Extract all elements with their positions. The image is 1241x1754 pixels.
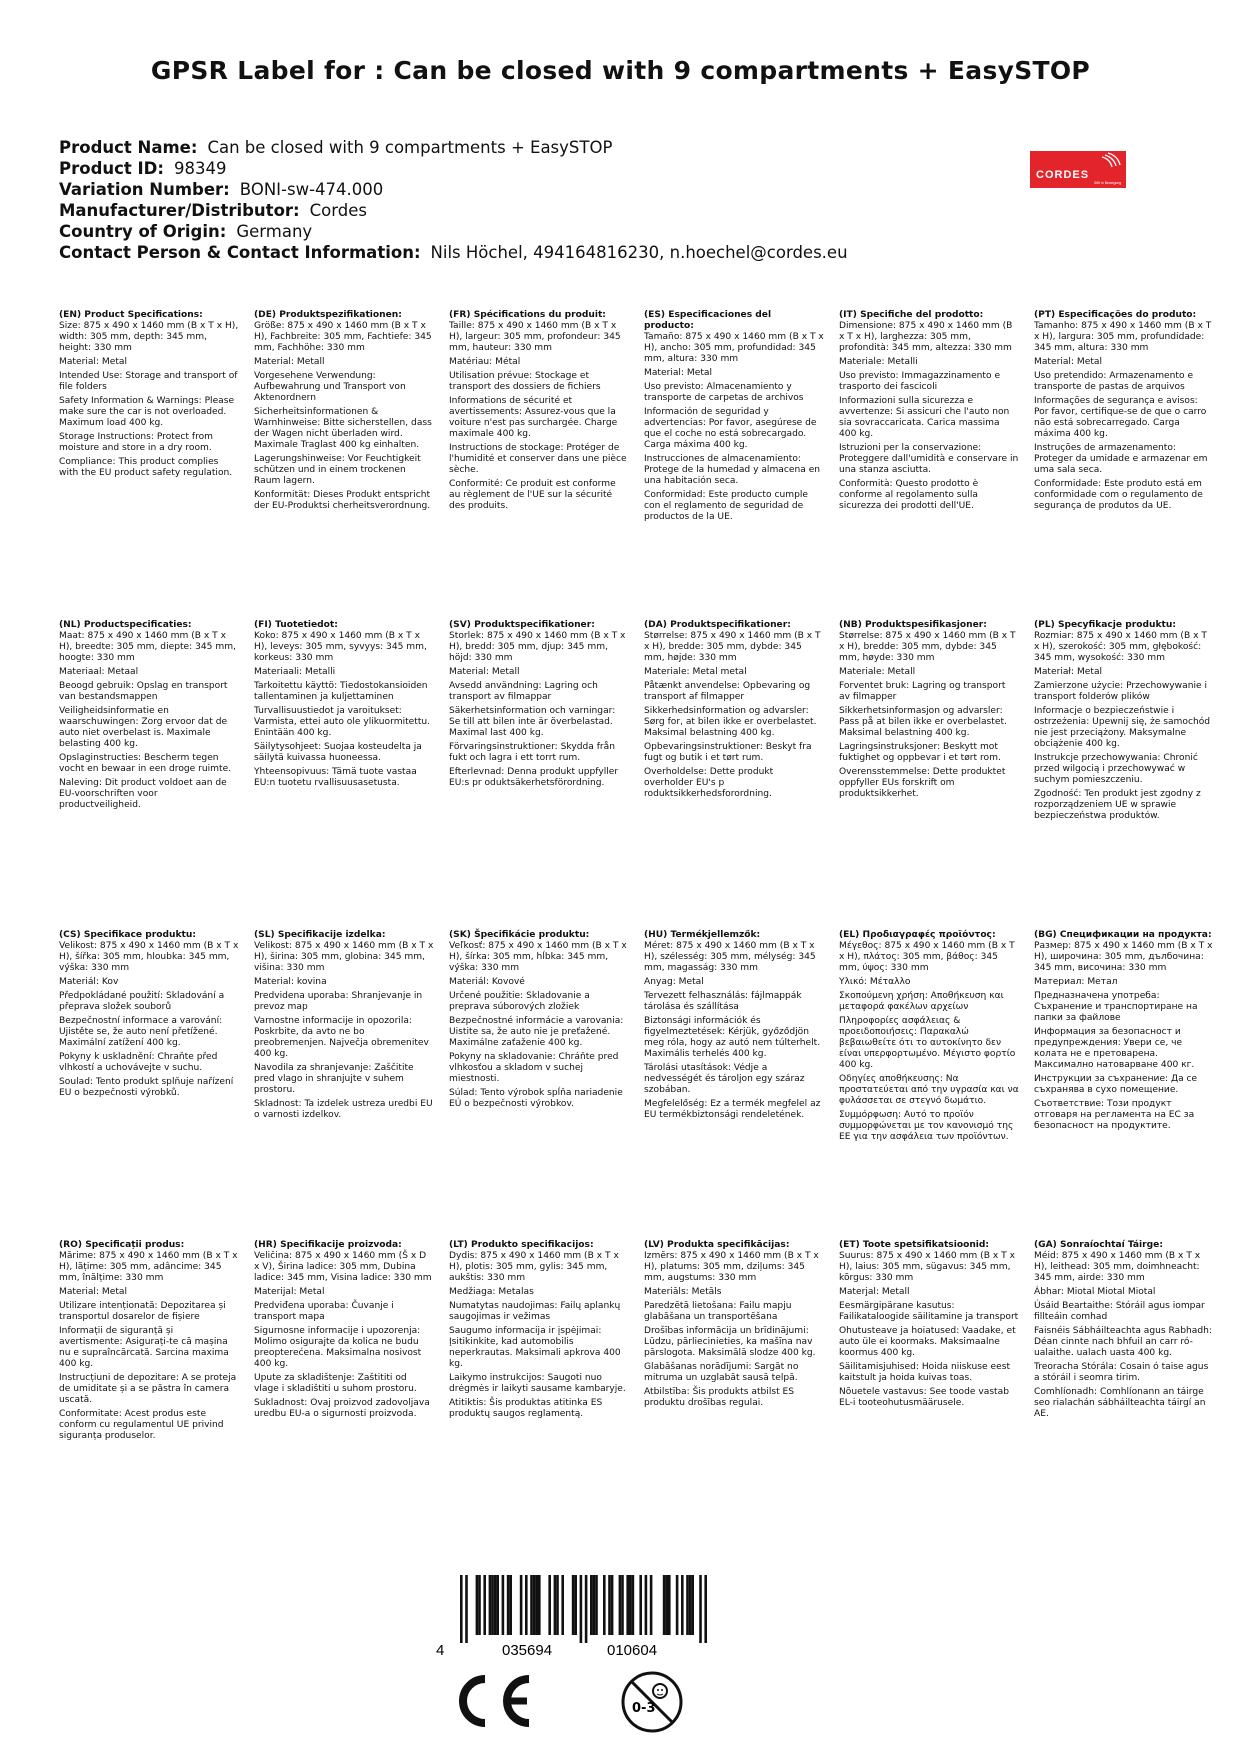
spec-size: Mărime: 875 x 490 x 1460 mm (B x T x H), lățime: 305 mm, adâncime: 345 mm, înălțime: 330 mm bbox=[59, 1251, 238, 1283]
spec-paragraph: Megfelelőség: Ez a termék megfelel az EU termékbiztonsági rendeletének. bbox=[644, 1099, 821, 1120]
spec-paragraph: Soulad: Tento produkt splňuje nařízení EU o bezpečnosti výrobků. bbox=[59, 1077, 234, 1098]
spec-size: Izmērs: 875 x 490 x 1460 mm (B x T x H), platums: 305 mm, dziļums: 345 mm, augstums: 330 mm bbox=[644, 1251, 819, 1283]
spec-paragraph: Förvaringsinstruktioner: Skydda från fukt och lagra i ett torrt rum. bbox=[449, 742, 615, 763]
barcode-bar bbox=[554, 1575, 557, 1635]
barcode-bar bbox=[525, 1575, 528, 1635]
spec-paragraph: Conformidad: Este producto cumple con el reglamento de seguridad de productos de la UE. bbox=[644, 490, 808, 522]
spec-heading-size bbox=[254, 930, 434, 974]
spec-paragraph: Efterlevnad: Denna produkt uppfyller EU:s pr oduktsäkerhetsförordning. bbox=[449, 767, 619, 788]
spec-paragraph: Overholdelse: Dette produkt overholder EU's p roduktsikkerhedsforordning. bbox=[644, 767, 774, 799]
spec-block bbox=[254, 620, 434, 792]
barcode-bar bbox=[650, 1575, 653, 1635]
barcode-bar bbox=[502, 1575, 505, 1635]
spec-paragraph: Konformität: Dieses Produkt entspricht der EU-Produktsi cherheitsverordnung. bbox=[254, 490, 431, 511]
spec-size: Størrelse: 875 x 490 x 1460 mm (B x T x H), bredde: 305 mm, dybde: 345 mm, højde: 330 mm bbox=[644, 631, 821, 663]
barcode-bar bbox=[629, 1575, 632, 1635]
spec-size: Koko: 875 x 490 x 1460 mm (B x T x H), leveys: 305 mm, syvyys: 345 mm, korkeus: 330 mm bbox=[254, 631, 427, 663]
spec-paragraph: Predviđena uporaba: Čuvanje i transport mapa bbox=[254, 1301, 394, 1322]
barcode-bar bbox=[619, 1575, 622, 1635]
barcode-bar bbox=[691, 1575, 694, 1635]
info-key: Manufacturer/Distributor: bbox=[59, 201, 300, 220]
product-info bbox=[59, 137, 848, 263]
spec-paragraph: Material: kovina bbox=[254, 977, 327, 987]
barcode-bar bbox=[595, 1575, 598, 1635]
spec-paragraph: Numatytas naudojimas: Failų aplankų saugojimas ir vežimas bbox=[449, 1301, 621, 1322]
barcode-bar bbox=[465, 1575, 468, 1643]
spec-block bbox=[1034, 930, 1214, 1135]
spec-size: Storlek: 875 x 490 x 1460 mm (B x T x H), bredd: 305 mm, djup: 345 mm, höjd: 330 mm bbox=[449, 631, 626, 663]
spec-block bbox=[839, 620, 1019, 803]
barcode-bar bbox=[530, 1575, 533, 1635]
spec-paragraph: Anyag: Metal bbox=[644, 977, 704, 987]
spec-heading: (SK) Špecifikácie produktu: bbox=[449, 930, 590, 940]
spec-paragraph: Pokyny k uskladnění: Chraňte před vlhkostí a uchovávejte v suchu. bbox=[59, 1052, 218, 1073]
spec-paragraph: Atitiktis: Šis produktas atitinka ES produktų saugos reglamentą. bbox=[449, 1398, 603, 1419]
barcode-bar bbox=[639, 1575, 642, 1635]
spec-paragraph: Forventet bruk: Lagring og transport av filmapper bbox=[839, 681, 1006, 702]
info-value: Nils Höchel, 494164816230, n.hoechel@cordes.eu bbox=[430, 243, 848, 262]
spec-paragraph: Biztonsági információk és figyelmeztetések: Kérjük, győződjön meg róla, hogy az autó nem túlterhelt. Maximális terhelés 400 kg. bbox=[644, 1016, 821, 1059]
spec-size: Tamaño: 875 x 490 x 1460 mm (B x T x H), ancho: 305 mm, profundidad: 345 mm, altura: 330 mm bbox=[644, 332, 824, 364]
barcode-bar bbox=[533, 1575, 536, 1635]
spec-paragraph: Bezpečnostné informácie a varovania: Uistite sa, že auto nie je preťažené. Maximálne zaťaženie 400 kg. bbox=[449, 1016, 624, 1048]
spec-paragraph: Material: Metal bbox=[1034, 357, 1103, 367]
spec-heading: (ET) Toote spetsifikatsioonid: bbox=[839, 1240, 990, 1250]
spec-size: Dydis: 875 x 490 x 1460 mm (B x T x H), plotis: 305 mm, gylis: 345 mm, aukštis: 330 mm bbox=[449, 1251, 619, 1283]
spec-block bbox=[449, 930, 629, 1113]
spec-block bbox=[254, 310, 434, 515]
barcode-bar bbox=[496, 1575, 499, 1635]
spec-heading-size bbox=[644, 930, 824, 974]
spec-size: Méret: 875 x 490 x 1460 mm (B x T x H), szélesség: 305 mm, mélység: 345 mm, magasság: 330 mm bbox=[644, 941, 816, 973]
page-title: GPSR Label for : Can be closed with 9 compartments + EasySTOP bbox=[150, 56, 1091, 85]
barcode-bar bbox=[686, 1575, 689, 1635]
spec-block bbox=[449, 620, 629, 792]
spec-block bbox=[644, 620, 824, 803]
spec-paragraph: Material: Metall bbox=[449, 667, 520, 677]
spec-paragraph: Påtænkt anvendelse: Opbevaring og transport af filmapper bbox=[644, 681, 811, 702]
spec-block bbox=[59, 310, 239, 482]
age-label: 0-3 bbox=[632, 1701, 656, 1716]
spec-paragraph: Tárolási utasítások: Védje a nedvességét és tároljon egy száraz szobában. bbox=[644, 1063, 805, 1095]
info-key: Contact Person & Contact Information: bbox=[59, 243, 421, 262]
spec-heading-size bbox=[449, 310, 629, 354]
spec-heading: (CS) Specifikace produktu: bbox=[59, 930, 196, 940]
product-name-row bbox=[59, 137, 848, 158]
barcode-bar bbox=[689, 1575, 692, 1635]
spec-paragraph: Laikymo instrukcijos: Saugoti nuo drėgmės ir laikyti sausame kambaryje. bbox=[449, 1373, 626, 1394]
spec-block bbox=[254, 1240, 434, 1423]
spec-paragraph: Medžiaga: Metalas bbox=[449, 1287, 534, 1297]
barcode-bar bbox=[704, 1575, 707, 1643]
spec-block bbox=[1034, 1240, 1214, 1423]
logo-tagline: Stift in Bewegung bbox=[1094, 181, 1122, 185]
spec-paragraph: Saugumo informacija ir įspėjimai: Įsitikinkite, kad automobilis neperkrautas. Maksimali apkrova 400 kg. bbox=[449, 1326, 621, 1369]
barcode-bar bbox=[574, 1575, 577, 1635]
spec-size: Μέγεθος: 875 x 490 x 1460 mm (B x T x H), πλάτος: 305 mm, βάθος: 345 mm, ύψος: 330 mm bbox=[839, 941, 1015, 973]
spec-paragraph: Opbevaringsinstruktioner: Beskyt fra fugt og butik i et tørt rum. bbox=[644, 742, 812, 763]
spec-block bbox=[1034, 620, 1214, 825]
spec-heading-size bbox=[839, 930, 1019, 974]
spec-paragraph: Předpokládané použití: Skladování a přeprava složek souborů bbox=[59, 991, 225, 1012]
spec-paragraph: Instrucțiuni de depozitare: A se proteja de umiditate și a se păstra în camera uscată. bbox=[59, 1373, 237, 1405]
spec-heading-size bbox=[1034, 930, 1214, 974]
spec-paragraph: Материал: Метал bbox=[1034, 977, 1118, 987]
spec-heading-size bbox=[59, 620, 239, 664]
spec-heading: (BG) Спецификации на продукта: bbox=[1034, 930, 1212, 940]
spec-heading: (IT) Specifiche del prodotto: bbox=[839, 310, 984, 320]
spec-paragraph: Material: Metal bbox=[59, 1287, 128, 1297]
spec-heading-size bbox=[839, 1240, 1019, 1284]
barcode-bar bbox=[538, 1575, 541, 1635]
spec-heading-size bbox=[644, 310, 824, 365]
spec-heading-size bbox=[449, 620, 629, 664]
spec-heading: (DA) Produktspecifikationer: bbox=[644, 620, 791, 630]
spec-paragraph: Conformité: Ce produit est conforme au règlement de l'UE sur la sécurité des produits. bbox=[449, 479, 616, 511]
spec-paragraph: Sikkerhetsinformasjon og advarsler: Pass på at bilen ikke er overbelastet. Maksimal belastning 400 kg. bbox=[839, 706, 1007, 738]
spec-paragraph: Sigurnosne informacije i upozorenja: Molimo osigurajte da kolica ne budu preopterećena. Maksimalna nosivost 400 kg. bbox=[254, 1326, 422, 1369]
spec-heading-size bbox=[449, 1240, 629, 1284]
spec-paragraph: Συμμόρφωση: Αυτό το προϊόν συμμορφώνεται με τον κανονισμό της ΕΕ για την ασφάλεια των προϊόντων. bbox=[839, 1110, 1014, 1142]
barcode-digits-right: 010604 bbox=[607, 1642, 658, 1657]
spec-size: Veličina: 875 x 490 x 1460 mm (Š x D x V), Širina ladice: 305 mm, Dubina ladice: 345 mm, Visina ladice: 330 mm bbox=[254, 1251, 432, 1283]
spec-paragraph: Material: Metall bbox=[254, 357, 325, 367]
spec-paragraph: Avsedd användning: Lagring och transport av filmappar bbox=[449, 681, 598, 702]
country-row bbox=[59, 221, 848, 242]
spec-paragraph: Lagringsinstruksjoner: Beskytt mot fuktighet og oppbevar i et tørt rom. bbox=[839, 742, 1001, 763]
spec-paragraph: Materiaali: Metalli bbox=[254, 667, 336, 677]
spec-size: Размер: 875 x 490 x 1460 mm (B x T x H), широчина: 305 mm, дълбочина: 345 mm, височина: 330 mm bbox=[1034, 941, 1213, 973]
barcode-bar bbox=[580, 1575, 583, 1643]
barcode-bar bbox=[478, 1575, 481, 1635]
spec-paragraph: Sikkerhedsinformation og advarsler: Sørg for, at bilen ikke er overbelastet. Maksimal belastning 400 kg. bbox=[644, 706, 817, 738]
info-value: BONI-sw-474.000 bbox=[239, 180, 384, 199]
barcode-bar bbox=[494, 1575, 497, 1635]
barcode-bar bbox=[608, 1575, 611, 1635]
ce-mark-icon bbox=[449, 1673, 533, 1729]
spec-heading-size bbox=[644, 620, 824, 664]
barcode-digits-left: 035694 bbox=[502, 1642, 553, 1657]
spec-paragraph: Turvallisuustiedot ja varoitukset: Varmista, ettei auto ole ylikuormitettu. Enintään 400 kg. bbox=[254, 706, 431, 738]
barcode-bar bbox=[632, 1575, 635, 1635]
barcode-bar bbox=[621, 1575, 624, 1635]
spec-paragraph: Conformità: Questo prodotto è conforme al regolamento sulla sicurezza dei prodotti dell'UE. bbox=[839, 479, 979, 511]
barcode-digit-lead: 4 bbox=[436, 1642, 445, 1657]
spec-paragraph: Σκοπούμενη χρήση: Αποθήκευση και μεταφορά φακέλων αρχείων bbox=[839, 991, 1004, 1012]
manufacturer-row bbox=[59, 200, 848, 221]
spec-paragraph: Drošības informācija un brīdinājumi: Lūdzu, pārliecinieties, ka mašīna nav pārslogota. Maksimālā slodze 400 kg. bbox=[644, 1326, 816, 1358]
spec-heading-size bbox=[59, 1240, 239, 1284]
spec-paragraph: Instructions de stockage: Protéger de l'humidité et conserver dans une pièce sèche. bbox=[449, 443, 627, 475]
barcode-bar bbox=[681, 1575, 684, 1635]
spec-paragraph: Skladnost: Ta izdelek ustreza uredbi EU o varnosti izdelkov. bbox=[254, 1099, 433, 1120]
spec-paragraph: Yhteensopivuus: Tämä tuote vastaa EU:n tuotetu rvallisuusasetusta. bbox=[254, 767, 417, 788]
spec-paragraph: Matériau: Métal bbox=[449, 357, 521, 367]
barcode-bar bbox=[460, 1575, 463, 1643]
spec-paragraph: Säkerhetsinformation och varningar: Se till att bilen inte är överbelastad. Maximal last 400 kg. bbox=[449, 706, 616, 738]
spec-block bbox=[59, 620, 239, 814]
spec-block bbox=[1034, 310, 1214, 515]
spec-paragraph: Bezpečnostní informace a varování: Ujistěte se, že auto není přetížené. Maximální zatížení 400 kg. bbox=[59, 1016, 223, 1048]
barcode-bar bbox=[668, 1575, 671, 1635]
info-value: Cordes bbox=[309, 201, 367, 220]
info-key: Product ID: bbox=[59, 159, 164, 178]
barcode-bar bbox=[603, 1575, 606, 1635]
spec-paragraph: Utilizare intenționată: Depozitarea și transportul dosarelor de fișiere bbox=[59, 1301, 226, 1322]
spec-paragraph: Ohutusteave ja hoiatused: Vaadake, et auto üle ei koormaks. Maksimaalne koormus 400 kg. bbox=[839, 1326, 1016, 1358]
contact-row bbox=[59, 242, 848, 263]
spec-heading-size bbox=[254, 620, 434, 664]
barcode-bar bbox=[556, 1575, 559, 1635]
barcode-bar bbox=[585, 1575, 588, 1643]
spec-paragraph: Uso previsto: Immagazzinamento e trasporto dei fascicoli bbox=[839, 371, 1001, 392]
spec-paragraph: Zamierzone użycie: Przechowywanie i transport folderów plików bbox=[1034, 681, 1207, 702]
spec-heading: (SV) Produktspecifikationer: bbox=[449, 620, 595, 630]
spec-paragraph: Sicherheitsinformationen & Warnhinweise: Bitte sicherstellen, dass der Wagen nicht überladen wird. Maximale Traglast 400 kg einhalten. bbox=[254, 407, 432, 450]
spec-heading: (PT) Especificações do produto: bbox=[1034, 310, 1197, 320]
barcode-bar bbox=[645, 1575, 648, 1635]
info-value: 98349 bbox=[173, 159, 227, 178]
spec-heading-size bbox=[1034, 1240, 1214, 1284]
barcode-bar bbox=[535, 1575, 538, 1635]
spec-paragraph: Utilisation prévue: Stockage et transport des dossiers de fichiers bbox=[449, 371, 601, 392]
barcode-bar bbox=[476, 1575, 479, 1635]
spec-heading: (DE) Produktspezifikationen: bbox=[254, 310, 402, 320]
spec-paragraph: Instrucciones de almacenamiento: Protege de la humedad y almacena en una habitación seca. bbox=[644, 454, 821, 486]
spec-paragraph: Предназначена употреба: Съхранение и транспортиране на папки за файлове bbox=[1034, 991, 1198, 1023]
barcode-bar bbox=[593, 1575, 596, 1635]
spec-paragraph: Materijal: Metal bbox=[254, 1287, 325, 1297]
spec-paragraph: Materiāls: Metāls bbox=[644, 1287, 722, 1297]
spec-paragraph: Materjal: Metall bbox=[839, 1287, 910, 1297]
spec-paragraph: Pokyny na skladovanie: Chráňte pred vlhkosťou a skladom v suchej miestnosti. bbox=[449, 1052, 619, 1084]
cordes-logo bbox=[1030, 151, 1126, 188]
spec-heading-size bbox=[1034, 620, 1214, 664]
spec-block bbox=[839, 310, 1019, 515]
spec-paragraph: Säilytysohjeet: Suojaa kosteudelta ja säilytä kuivassa huoneessa. bbox=[254, 742, 422, 763]
spec-heading-size bbox=[449, 930, 629, 974]
spec-paragraph: Materiale: Metalli bbox=[839, 357, 918, 367]
barcode-bar bbox=[548, 1575, 551, 1635]
info-value: Can be closed with 9 compartments + EasySTOP bbox=[207, 138, 613, 157]
spec-paragraph: Upute za skladištenje: Zaštititi od vlage i skladištiti u suhom prostoru. bbox=[254, 1373, 417, 1394]
spec-paragraph: Информация за безопасност и предупреждения: Увери се, че колата не е претоварена. Максимално натоварване 400 кг. bbox=[1034, 1027, 1195, 1070]
spec-paragraph: Úsáid Beartaithe: Stóráil agus iompar fillteáin comhad bbox=[1034, 1301, 1205, 1322]
spec-paragraph: Určené použitie: Skladovanie a preprava súborových zložiek bbox=[449, 991, 590, 1012]
spec-paragraph: Compliance: This product complies with the EU product safety regulation. bbox=[59, 457, 233, 478]
spec-heading-size bbox=[644, 1240, 824, 1284]
spec-heading: (HU) Termékjellemzők: bbox=[644, 930, 761, 940]
spec-paragraph: Materiaal: Metaal bbox=[59, 667, 139, 677]
spec-heading-size bbox=[59, 310, 239, 354]
spec-heading-size bbox=[254, 310, 434, 354]
barcode-bar bbox=[489, 1575, 492, 1635]
spec-size: Tamanho: 875 x 490 x 1460 mm (B x T x H), largura: 305 mm, profundidade: 345 mm, altura: 330 mm bbox=[1034, 321, 1212, 353]
barcode-bar bbox=[676, 1575, 679, 1635]
spec-paragraph: Intended Use: Storage and transport of file folders bbox=[59, 371, 238, 392]
spec-paragraph: Atbilstība: Šis produkts atbilst ES produktu drošības regulai. bbox=[644, 1387, 795, 1408]
barcode-bar bbox=[520, 1575, 523, 1635]
spec-paragraph: Инструкции за съхранение: Да се съхранява в сухо помещение. bbox=[1034, 1074, 1198, 1095]
barcode-bar bbox=[509, 1575, 512, 1635]
spec-paragraph: Instrukcje przechowywania: Chronić przed wilgocią i przechowywać w suchym pomieszczeniu. bbox=[1034, 753, 1198, 785]
barcode-bar bbox=[611, 1575, 614, 1635]
spec-paragraph: Materiál: Kovové bbox=[449, 977, 525, 987]
spec-paragraph: Predvidena uporaba: Shranjevanje in prevoz map bbox=[254, 991, 423, 1012]
spec-paragraph: Comhlíonadh: Comhlíonann an táirge seo rialachán sábháilteachta táirgí an AE. bbox=[1034, 1387, 1206, 1419]
spec-heading-size bbox=[1034, 310, 1214, 354]
barcode-bar bbox=[626, 1575, 629, 1635]
barcode-bar bbox=[663, 1575, 666, 1635]
spec-paragraph: Eesmärgipärane kasutus: Failikataloogide säilitamine ja transport bbox=[839, 1301, 1019, 1322]
spec-paragraph: Vorgesehene Verwendung: Aufbewahrung und Transport von Aktenordnern bbox=[254, 371, 406, 403]
spec-paragraph: Materiał: Metal bbox=[1034, 667, 1103, 677]
spec-heading: (EN) Product Specifications: bbox=[59, 310, 203, 320]
spec-paragraph: Zgodność: Ten produkt jest zgodny z rozporządzeniem UE w sprawie bezpieczeństwa produktów. bbox=[1034, 789, 1201, 821]
spec-paragraph: Navodila za shranjevanje: Zaščitite pred vlago in shranjujte v suhem prostoru. bbox=[254, 1063, 414, 1095]
spec-paragraph: Istruzioni per la conservazione: Proteggere dall'umidità e conservare in una stanza asciutta. bbox=[839, 443, 1019, 475]
spec-heading-size bbox=[839, 310, 1019, 354]
spec-paragraph: Съответствие: Този продукт отговаря на регламента на ЕС за безопасност на продуктите. bbox=[1034, 1099, 1195, 1131]
spec-paragraph: Veiligheidsinformatie en waarschuwingen: Zorg ervoor dat de auto niet overbelast is. Maximale belasting 400 kg. bbox=[59, 706, 228, 749]
spec-heading: (GA) Sonraíochtaí Táirge: bbox=[1034, 1240, 1163, 1250]
spec-heading: (EL) Προδιαγραφές προϊόντος: bbox=[839, 930, 996, 940]
info-value: Germany bbox=[236, 222, 313, 241]
info-key: Country of Origin: bbox=[59, 222, 227, 241]
spec-paragraph: Nõuetele vastavus: See toode vastab EL-i tooteohutusmäärusele. bbox=[839, 1387, 1009, 1408]
spec-paragraph: Opslaginstructies: Bescherm tegen vocht en bewaar in een droge ruimte. bbox=[59, 753, 232, 774]
logo-text: CORDES bbox=[1036, 169, 1090, 181]
spec-paragraph: Glabāšanas norādījumi: Sargāt no mitruma un uzglabāt sausā telpā. bbox=[644, 1362, 799, 1383]
spec-heading: (LV) Produkta specifikācijas: bbox=[644, 1240, 790, 1250]
spec-block bbox=[449, 310, 629, 515]
spec-paragraph: Ábhar: Miotal Miotal Miotal bbox=[1034, 1287, 1156, 1297]
spec-paragraph: Sukladnost: Ovaj proizvod zadovoljava uredbu EU-a o sigurnosti proizvoda. bbox=[254, 1398, 430, 1419]
spec-paragraph: Säilitamisjuhised: Hoida niiskuse eest kaitstult ja hoida kuivas toas. bbox=[839, 1362, 1011, 1383]
spec-paragraph: Tervezett felhasználás: fájlmappák tárolása és szállítása bbox=[644, 991, 802, 1012]
spec-paragraph: Beoogd gebruik: Opslag en transport van bestandsmappen bbox=[59, 681, 228, 702]
spec-paragraph: Informații de siguranță și avertismente: Asigurați-te că mașina nu e supraîncărcată. Sarcina maxima 400 kg. bbox=[59, 1326, 229, 1369]
spec-paragraph: Safety Information & Warnings: Please make sure the car is not overloaded. Maximum load 400 kg. bbox=[59, 396, 235, 428]
barcode-bar bbox=[483, 1575, 486, 1635]
spec-size: Méid: 875 x 490 x 1460 mm (B x T x H), leithead: 305 mm, doimhneacht: 345 mm, airde: 330 mm bbox=[1034, 1251, 1201, 1283]
spec-paragraph: Tarkoitettu käyttö: Tiedostokansioiden tallentaminen ja kuljettaminen bbox=[254, 681, 428, 702]
spec-heading: (SL) Specifikacije izdelka: bbox=[254, 930, 386, 940]
spec-size: Size: 875 x 490 x 1460 mm (B x T x H), width: 305 mm, depth: 345 mm, height: 330 mm bbox=[59, 321, 239, 353]
spec-heading: (PL) Specyfikacje produktu: bbox=[1034, 620, 1176, 630]
spec-heading-size bbox=[254, 1240, 434, 1284]
info-key: Product Name: bbox=[59, 138, 198, 157]
spec-heading: (NL) Productspecificaties: bbox=[59, 620, 192, 630]
barcode-bar bbox=[699, 1575, 702, 1643]
spec-heading: (LT) Produkto specifikacijos: bbox=[449, 1240, 594, 1250]
spec-heading: (FI) Tuotetiedot: bbox=[254, 620, 338, 630]
spec-paragraph: Storage Instructions: Protect from moisture and store in a dry room. bbox=[59, 432, 214, 453]
spec-heading: (NB) Produktspesifikasjoner: bbox=[839, 620, 987, 630]
spec-heading: (FR) Spécifications du produit: bbox=[449, 310, 606, 320]
spec-paragraph: Υλικό: Μέταλλο bbox=[839, 977, 911, 987]
spec-block bbox=[644, 1240, 824, 1412]
info-key: Variation Number: bbox=[59, 180, 230, 199]
spec-size: Dimensione: 875 x 490 x 1460 mm (B x T x H), larghezza: 305 mm, profondità: 345 mm, altezza: 330 mm bbox=[839, 321, 1013, 353]
spec-size: Größe: 875 x 490 x 1460 mm (B x T x H), Fachbreite: 305 mm, Fachtiefe: 345 mm, Fachhöhe: 330 mm bbox=[254, 321, 432, 353]
spec-paragraph: Instruções de armazenamento: Proteger da umidade e armazenar em uma sala seca. bbox=[1034, 443, 1208, 475]
product-id-row bbox=[59, 158, 848, 179]
spec-size: Velikost: 875 x 490 x 1460 mm (B x T x H), šířka: 305 mm, hloubka: 345 mm, výška: 330 mm bbox=[59, 941, 239, 973]
spec-paragraph: Materiale: Metall bbox=[839, 667, 916, 677]
spec-block bbox=[839, 930, 1019, 1146]
spec-paragraph: Lagerungshinweise: Vor Feuchtigkeit schützen und in einem trockenen Raum lagern. bbox=[254, 454, 421, 486]
spec-block bbox=[59, 1240, 239, 1445]
spec-heading-size bbox=[839, 620, 1019, 664]
spec-paragraph: Uso pretendido: Armazenamento e transporte de pastas de arquivos bbox=[1034, 371, 1194, 392]
spec-heading: (HR) Specifikacije proizvoda: bbox=[254, 1240, 402, 1250]
ean-barcode bbox=[436, 1575, 738, 1657]
spec-paragraph: Informazioni sulla sicurezza e avvertenze: Si assicuri che l'auto non sia sovraccaricata. Carica massima 400 kg. bbox=[839, 396, 1010, 439]
spec-block bbox=[59, 930, 239, 1102]
spec-paragraph: Material: Metal bbox=[644, 368, 713, 378]
spec-paragraph: Información de seguridad y advertencias: Por favor, asegúrese de que el coche no está sobrecargado. Carga máxima 400 kg. bbox=[644, 407, 817, 450]
spec-paragraph: Treoracha Stórála: Cosain ó taise agus a stóráil i seomra tirim. bbox=[1034, 1362, 1209, 1383]
spec-paragraph: Paredzētā lietošana: Failu mapju glabāšana un transportēšana bbox=[644, 1301, 792, 1322]
spec-paragraph: Naleving: Dit product voldoet aan de EU-voorschriften voor productveiligheid. bbox=[59, 778, 227, 810]
spec-paragraph: Faisnéis Sábháilteachta agus Rabhadh: Déan cinnte nach bhfuil an carr ró-ualaithe. ualach uasta 400 kg. bbox=[1034, 1326, 1212, 1358]
spec-paragraph: Súlad: Tento výrobok spĺňa nariadenie EÚ o bezpečnosti výrobkov. bbox=[449, 1088, 623, 1109]
spec-paragraph: Uso previsto: Almacenamiento y transporte de carpetas de archivos bbox=[644, 382, 804, 403]
barcode-bar bbox=[590, 1575, 593, 1635]
spec-paragraph: Conformitate: Acest produs este conform cu regulamentul UE privind siguranța produselor. bbox=[59, 1409, 224, 1441]
age-warning-icon bbox=[620, 1670, 684, 1734]
spec-paragraph: Informações de segurança e avisos: Por favor, certifique-se de que o carro não está sobrecarregado. Carga máxima 400 kg. bbox=[1034, 396, 1207, 439]
spec-block bbox=[839, 1240, 1019, 1412]
spec-size: Velikost: 875 x 490 x 1460 mm (B x T x H), širina: 305 mm, globina: 345 mm, višina: 330 mm bbox=[254, 941, 434, 973]
spec-block bbox=[644, 310, 824, 526]
spec-block bbox=[449, 1240, 629, 1423]
spec-size: Rozmiar: 875 x 490 x 1460 mm (B x T x H), szerokość: 305 mm, głębokość: 345 mm, wysokość: 330 mm bbox=[1034, 631, 1207, 663]
spec-paragraph: Material: Metal bbox=[59, 357, 128, 367]
spec-paragraph: Informacje o bezpieczeństwie i ostrzeżenia: Upewnij się, że samochód nie jest przeciążony. Maksymalne obciążenie 400 kg. bbox=[1034, 706, 1211, 749]
spec-block bbox=[644, 930, 824, 1124]
spec-paragraph: Πληροφορίες ασφάλειας & προειδοποιήσεις: Παρακαλώ βεβαιωθείτε ότι το αυτοκίνητο δεν είναι υπερφορτωμένο. Μέγιστο φορτίο 400 kg. bbox=[839, 1016, 1016, 1070]
spec-size: Størrelse: 875 x 490 x 1460 mm (B x T x H), bredde: 305 mm, dybde: 345 mm, høyde: 330 mm bbox=[839, 631, 1016, 663]
spec-paragraph: Varnostne informacije in opozorila: Poskrbite, da avto ne bo preobremenjen. Največja obremenitev 400 kg. bbox=[254, 1016, 429, 1059]
spec-block bbox=[254, 930, 434, 1124]
barcode-bar bbox=[665, 1575, 668, 1635]
spec-size: Veľkosť: 875 x 490 x 1460 mm (B x T x H), šírka: 305 mm, hĺbka: 345 mm, výška: 330 mm bbox=[449, 941, 627, 973]
barcode-bar bbox=[572, 1575, 575, 1635]
barcode-bar bbox=[491, 1575, 494, 1635]
spec-size: Suurus: 875 x 490 x 1460 mm (B x T x H), laius: 305 mm, sügavus: 345 mm, kõrgus: 330 mm bbox=[839, 1251, 1015, 1283]
spec-heading: (ES) Especificaciones del producto: bbox=[644, 310, 772, 331]
spec-size: Maat: 875 x 490 x 1460 mm (B x T x H), breedte: 305 mm, diepte: 345 mm, hoogte: 330 mm bbox=[59, 631, 236, 663]
spec-paragraph: Materiale: Metal metal bbox=[644, 667, 747, 677]
spec-paragraph: Overensstemmelse: Dette produktet oppfyller EUs forskrift om produktsikkerhet. bbox=[839, 767, 1006, 799]
spec-paragraph: Informations de sécurité et avertissements: Assurez-vous que la voiture n'est pas surchargée. Charge maximale 400 kg. bbox=[449, 396, 618, 439]
barcode-bar bbox=[507, 1575, 510, 1635]
barcode-bar bbox=[561, 1575, 564, 1635]
spec-heading-size bbox=[59, 930, 239, 974]
variation-number-row bbox=[59, 179, 848, 200]
spec-size: Taille: 875 x 490 x 1460 mm (B x T x H), largeur: 305 mm, profondeur: 345 mm, hauteur: 330 mm bbox=[449, 321, 621, 353]
spec-paragraph: Οδηγίες αποθήκευσης: Να προστατεύεται από την υγρασία και να φυλάσσεται σε στεγνό δωμάτιο. bbox=[839, 1074, 1019, 1106]
spec-heading: (RO) Specificații produs: bbox=[59, 1240, 185, 1250]
spec-paragraph: Materiál: Kov bbox=[59, 977, 119, 987]
spec-paragraph: Conformidade: Este produto está em conformidade com o regulamento de segurança de produtos da UE. bbox=[1034, 479, 1203, 511]
